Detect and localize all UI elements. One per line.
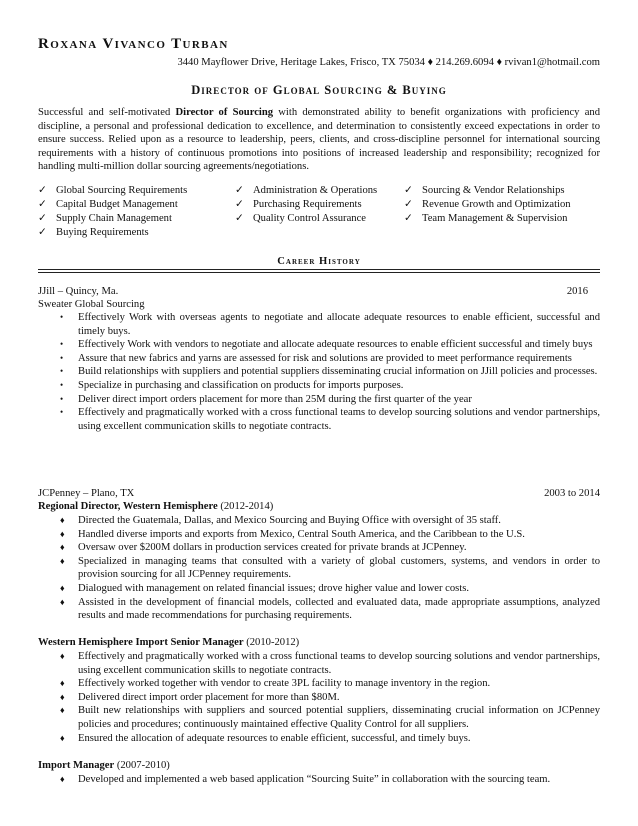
bullet-icon: • (60, 339, 64, 350)
list-item: • Deliver direct import orders placement for more than 25M during the first quarter of the year (60, 393, 472, 405)
skill-item: ✓ Global Sourcing Requirements (38, 185, 188, 196)
regional-director-bullet-list (38, 514, 600, 623)
list-item: ♦ Specialized in managing teams that consulted with a variety of global customers, systems, and vendors in order to provision sourcing for all JCPenney requirements. (60, 555, 600, 581)
summary-paragraph (38, 106, 600, 174)
diamond-bullet-icon: ♦ (60, 596, 65, 607)
list-item: • Specialize in purchasing and classification on products for imports purposes. (60, 379, 404, 391)
candidate-name: Roxana Vivanco Turban (38, 36, 229, 52)
section-divider (38, 269, 600, 270)
bullet-icon: • (60, 352, 64, 363)
checkmark-icon: ✓ (404, 199, 413, 210)
job-year: 2016 (566, 286, 588, 297)
checkmark-icon: ✓ (38, 185, 47, 196)
skill-item: ✓ Team Management & Supervision (404, 213, 568, 224)
list-item: ♦ Delivered direct import order placement for more than $80M. (60, 691, 340, 703)
list-item: • Effectively and pragmatically worked with a cross functional teams to develop sourcing solutions and vendor partnerships, using excellent communication skills to negotiate contracts. (60, 407, 600, 432)
company-name: JJill – Quincy, Ma. (38, 286, 119, 297)
checkmark-icon: ✓ (38, 213, 47, 224)
diamond-bullet-icon: ♦ (60, 555, 65, 566)
summary-role: Director of Sourcing (175, 107, 274, 118)
bullet-icon: • (60, 379, 64, 390)
diamond-bullet-icon: ♦ (60, 515, 65, 525)
role-title: Import Manager (38, 760, 115, 771)
diamond-bullet-icon: ♦ (60, 691, 65, 702)
bullet-icon: • (60, 407, 64, 418)
summary-post: with demonstrated ability to benefit organizations with proficiency and discipline, a personal and professional dedication to excellence, and determination to consistently exceed expectations in order to ensure success. Relied upon as a resource to leadership, peers, clients, and cross-discipline personnel for international sourcing requirements with a history of continuous promotions into positions of increased leadership and responsibility; recognized for handling multi-million dollar sourcing agreements/negotiations. (38, 107, 600, 173)
list-item: ♦ Effectively and pragmatically worked with a cross functional teams to develop sourcing solutions and vendor partnerships, using excellent communication skills to negotiate contracts. (60, 651, 600, 676)
list-item: • Effectively Work with overseas agents to negotiate and allocate adequate resources to enable efficient, successful and timely buys. (60, 312, 600, 337)
skill-item: ✓ Revenue Growth and Optimization (404, 199, 571, 210)
summary-pre: Successful and self-motivated (38, 107, 176, 118)
skill-item: ✓ Capital Budget Management (38, 199, 178, 210)
diamond-bullet-icon: ♦ (60, 732, 65, 743)
skill-item: ✓ Quality Control Assurance (235, 213, 366, 224)
list-item: ♦ Handled diverse imports and exports from Mexico, Central South America, and the Caribbean to the U.S. (60, 528, 525, 540)
list-item: ♦ Developed and implemented a web based application “Sourcing Suite” in collaboration with the sourcing team. (60, 774, 551, 785)
diamond-bullet-icon: ♦ (60, 542, 65, 553)
job-header-jjill (38, 285, 600, 299)
skill-item: ✓ Supply Chain Management (38, 213, 172, 224)
job-role: Sweater Global Sourcing (38, 299, 145, 310)
list-item: ♦ Built new relationships with suppliers and sourced potential suppliers, disseminating crucial information on JCPenney policies and procedures; continuously maintained effective Quality Control for all suppliers. (60, 705, 600, 730)
list-item: • Build relationships with suppliers and potential suppliers disseminating crucial information on JJill policies and processes. (60, 366, 598, 378)
diamond-bullet-icon: ♦ (60, 678, 65, 689)
bullet-icon: • (60, 393, 64, 404)
checkmark-icon: ✓ (235, 185, 244, 196)
diamond-bullet-icon: ♦ (60, 774, 65, 784)
skill-item: ✓ Buying Requirements (38, 227, 149, 238)
list-item: • Effectively Work with vendors to negotiate and allocate adequate resources to enable efficient successful and timely buys (60, 339, 593, 351)
role-title: Western Hemisphere Import Senior Manager (38, 637, 244, 648)
role-years: (2007-2010) (114, 760, 170, 771)
list-item: • Assure that new fabrics and yarns are assessed for risk and solutions are provided to meet performance requirements (60, 352, 572, 364)
role-years: (2012-2014) (217, 501, 274, 512)
diamond-bullet-icon: ♦ (60, 705, 65, 716)
resume-title: Director of Global Sourcing & Buying (191, 83, 447, 97)
section-divider-thin (38, 272, 600, 273)
checkmark-icon: ✓ (235, 213, 244, 224)
company-name: JCPenney – Plano, TX (38, 488, 135, 499)
list-item: ♦ Ensured the allocation of adequate resources to enable efficient, successful, and timely buys. (60, 732, 471, 744)
checkmark-icon: ✓ (38, 199, 47, 210)
diamond-bullet-icon: ♦ (60, 651, 65, 661)
checkmark-icon: ✓ (404, 185, 413, 196)
skill-item: ✓ Administration & Operations (235, 185, 378, 196)
diamond-bullet-icon: ♦ (60, 528, 65, 539)
bullet-icon: • (60, 312, 64, 322)
skill-item: ✓ Purchasing Requirements (235, 199, 362, 210)
job-year: 2003 to 2014 (544, 488, 600, 499)
checkmark-icon: ✓ (235, 199, 244, 210)
role-years: (2010-2012) (243, 637, 300, 648)
checkmark-icon: ✓ (404, 213, 413, 224)
section-heading-career: Career History (277, 256, 361, 267)
role-import-senior-manager (38, 636, 299, 650)
role-title: Regional Director, Western Hemisphere (38, 501, 218, 512)
diamond-bullet-icon: ♦ (60, 582, 65, 593)
list-item: ♦ Oversaw over $200M dollars in production services created for private brands at JCPenney. (60, 542, 467, 554)
job-header-jcpenney (38, 487, 600, 501)
contact-line: 3440 Mayflower Drive, Heritage Lakes, Frisco, TX 75034 ♦ 214.269.6094 ♦ rvivan1@hotmail.com (177, 57, 600, 68)
list-item: ♦ Effectively worked together with vendor to create 3PL facility to manage inventory in the region. (60, 678, 491, 690)
role-regional-director (38, 500, 273, 514)
role-import-manager (38, 759, 170, 773)
bullet-icon: • (60, 366, 64, 377)
import-manager-bullet-list (38, 773, 600, 787)
import-senior-manager-bullet-list (38, 650, 600, 745)
list-item: ♦ Dialogued with management on related financial issues; drove higher value and lower costs. (60, 582, 469, 594)
skill-item: ✓ Sourcing & Vendor Relationships (404, 185, 565, 196)
list-item: ♦ Directed the Guatemala, Dallas, and Mexico Sourcing and Buying Office with oversight of 35 staff. (60, 515, 501, 526)
list-item: ♦ Assisted in the development of financial models, collected and evaluated data, made appropriate assumptions, analyzed results and made recommendations for purchasing requirements. (60, 596, 600, 622)
jjill-bullet-list (38, 311, 600, 433)
checkmark-icon: ✓ (38, 227, 47, 238)
